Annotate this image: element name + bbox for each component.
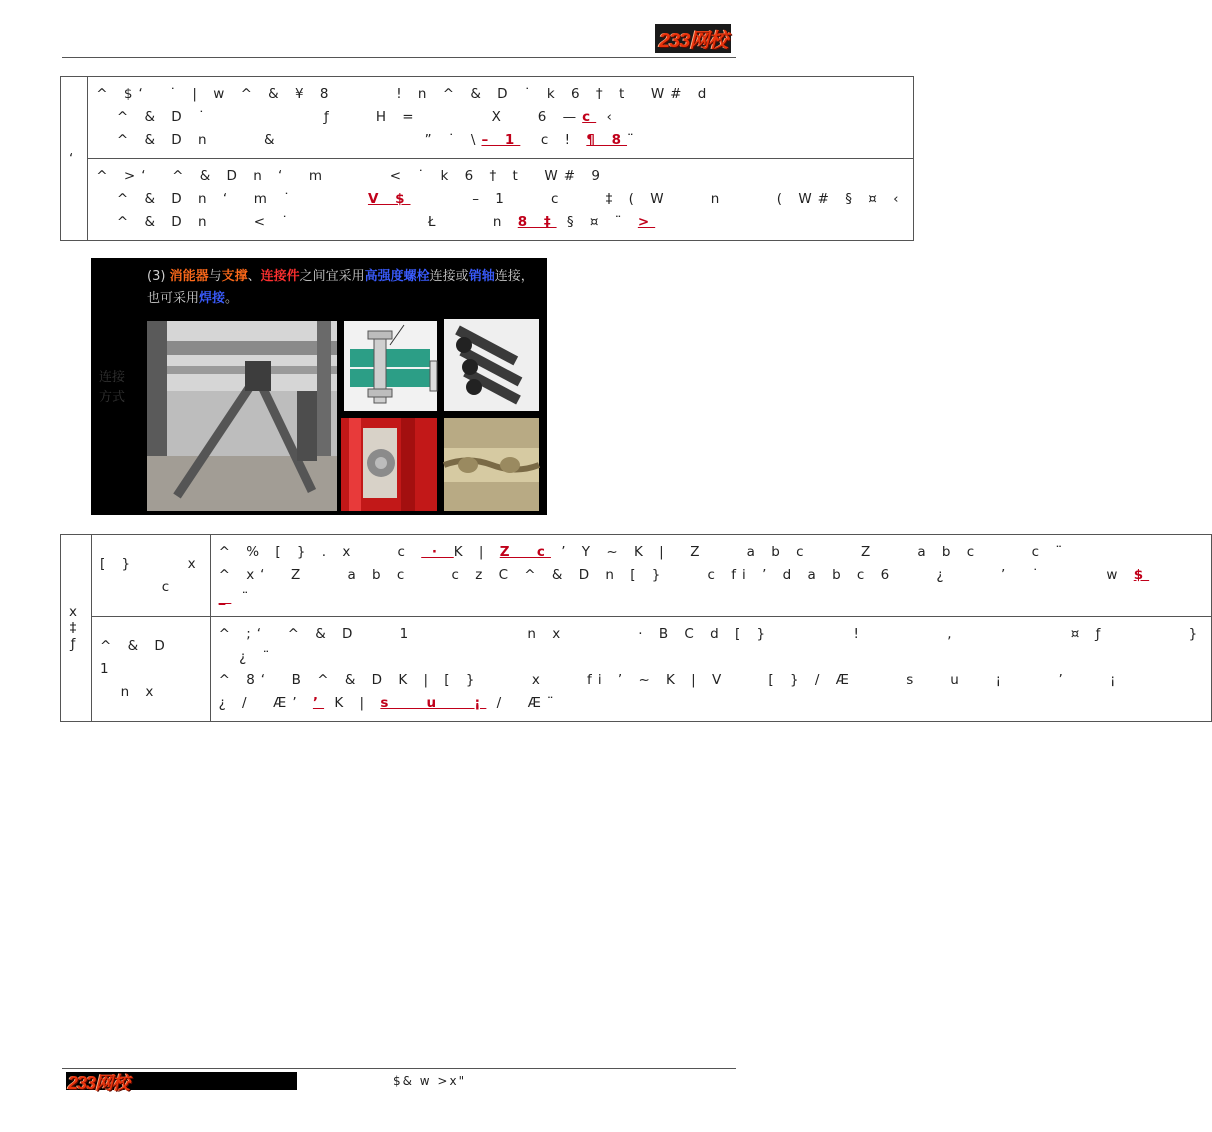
highlight-c: c — [582, 109, 597, 125]
weld-photo — [444, 418, 539, 511]
highlight-8-dagger: 8 ‡ — [517, 214, 557, 230]
table1-row-1: ^ $‘ ˙ | w ^ & ¥ 8 ! n ^ & D ˙ k 6 † t W# d ^ & D ˙ ƒ H = X 6 —c ‹ ^ & D n & ” ˙ \– 1 c ! ¶ 8¨ — [88, 77, 913, 159]
table2-sub-1: [ } x c — [92, 535, 211, 617]
table1-r1-tail: ‹ — [596, 109, 618, 125]
table2-row-2: ^ ;‘ ^ & D 1 n x · B C d [ } ! , ¤ ƒ } ¿ ¨ ^ 8‘ B ^ & D K | [ } x fi ’ ~ K | V [ } / Æ s u ¡ ’ ¡ ¿ / Æ’ ’ K | s u ¡ / Æ¨ — [210, 617, 1212, 722]
footer-rule — [62, 1068, 736, 1069]
slide-side-label: 连接方式 — [99, 370, 126, 405]
connection-slide — [91, 258, 547, 515]
header-rule — [62, 57, 736, 58]
footer-logo: 233网校 — [68, 1073, 130, 1093]
table1-r1-line1: ^ $‘ ˙ | w ^ & ¥ 8 ! n ^ & D ˙ k 6 † t W# d — [96, 86, 713, 102]
table1-r1-line2: ^ & D ˙ ƒ H = X 6 — — [96, 109, 583, 125]
bolt-diagram — [344, 321, 437, 411]
damper-photo — [341, 418, 437, 511]
table2-sub-2: ^ & D 1 n x — [92, 617, 211, 722]
highlight-gt: > — [637, 214, 656, 230]
highlight-v-dollar: V $ — [367, 191, 411, 207]
requirements-table-1 — [60, 76, 914, 241]
pin-photo — [444, 319, 539, 411]
table1-r1-line3: ^ & D n & ” ˙ \ — [96, 132, 482, 148]
table1-row-2: ^ >‘ ^ & D n ‘ m < ˙ k 6 † t W# 9 ^ & D n ‘ m ˙ V $ – 1 c ‡ ( W n ( W# § ¤ ‹ ^ & D n < ˙ Ł n 8 ‡ § ¤ ¨ > — [88, 159, 913, 241]
table2-category: x ‡ ƒ — [61, 535, 92, 722]
page-number: $& w >x" — [393, 1074, 467, 1088]
table1-category: ‘ — [61, 77, 88, 241]
brand-logo: 233网校 — [655, 24, 731, 53]
requirements-table-2 — [60, 534, 1212, 722]
table1-r2-line1: ^ >‘ ^ & D n ‘ m < ˙ k 6 † t W# 9 — [96, 168, 606, 184]
highlight-para-8: ¶ 8 — [586, 132, 628, 148]
table2-row-1: ^ % [ } . x c · K | Z c ’ Y ~ K | Z a b c Z a b c c ¨ ^ x‘ Z a b c c z C ^ & D n [ } c fi ’ d a b c 6 ¿ ’ ˙ w $ _ ¨ — [210, 535, 1212, 617]
slide-caption: (3) 消能器与支撑、连接件之间宜采用高强度螺栓连接或销轴连接，也可采用焊接。 — [147, 269, 534, 306]
highlight-minus-1: – 1 — [481, 132, 521, 148]
brace-photo — [147, 321, 337, 511]
